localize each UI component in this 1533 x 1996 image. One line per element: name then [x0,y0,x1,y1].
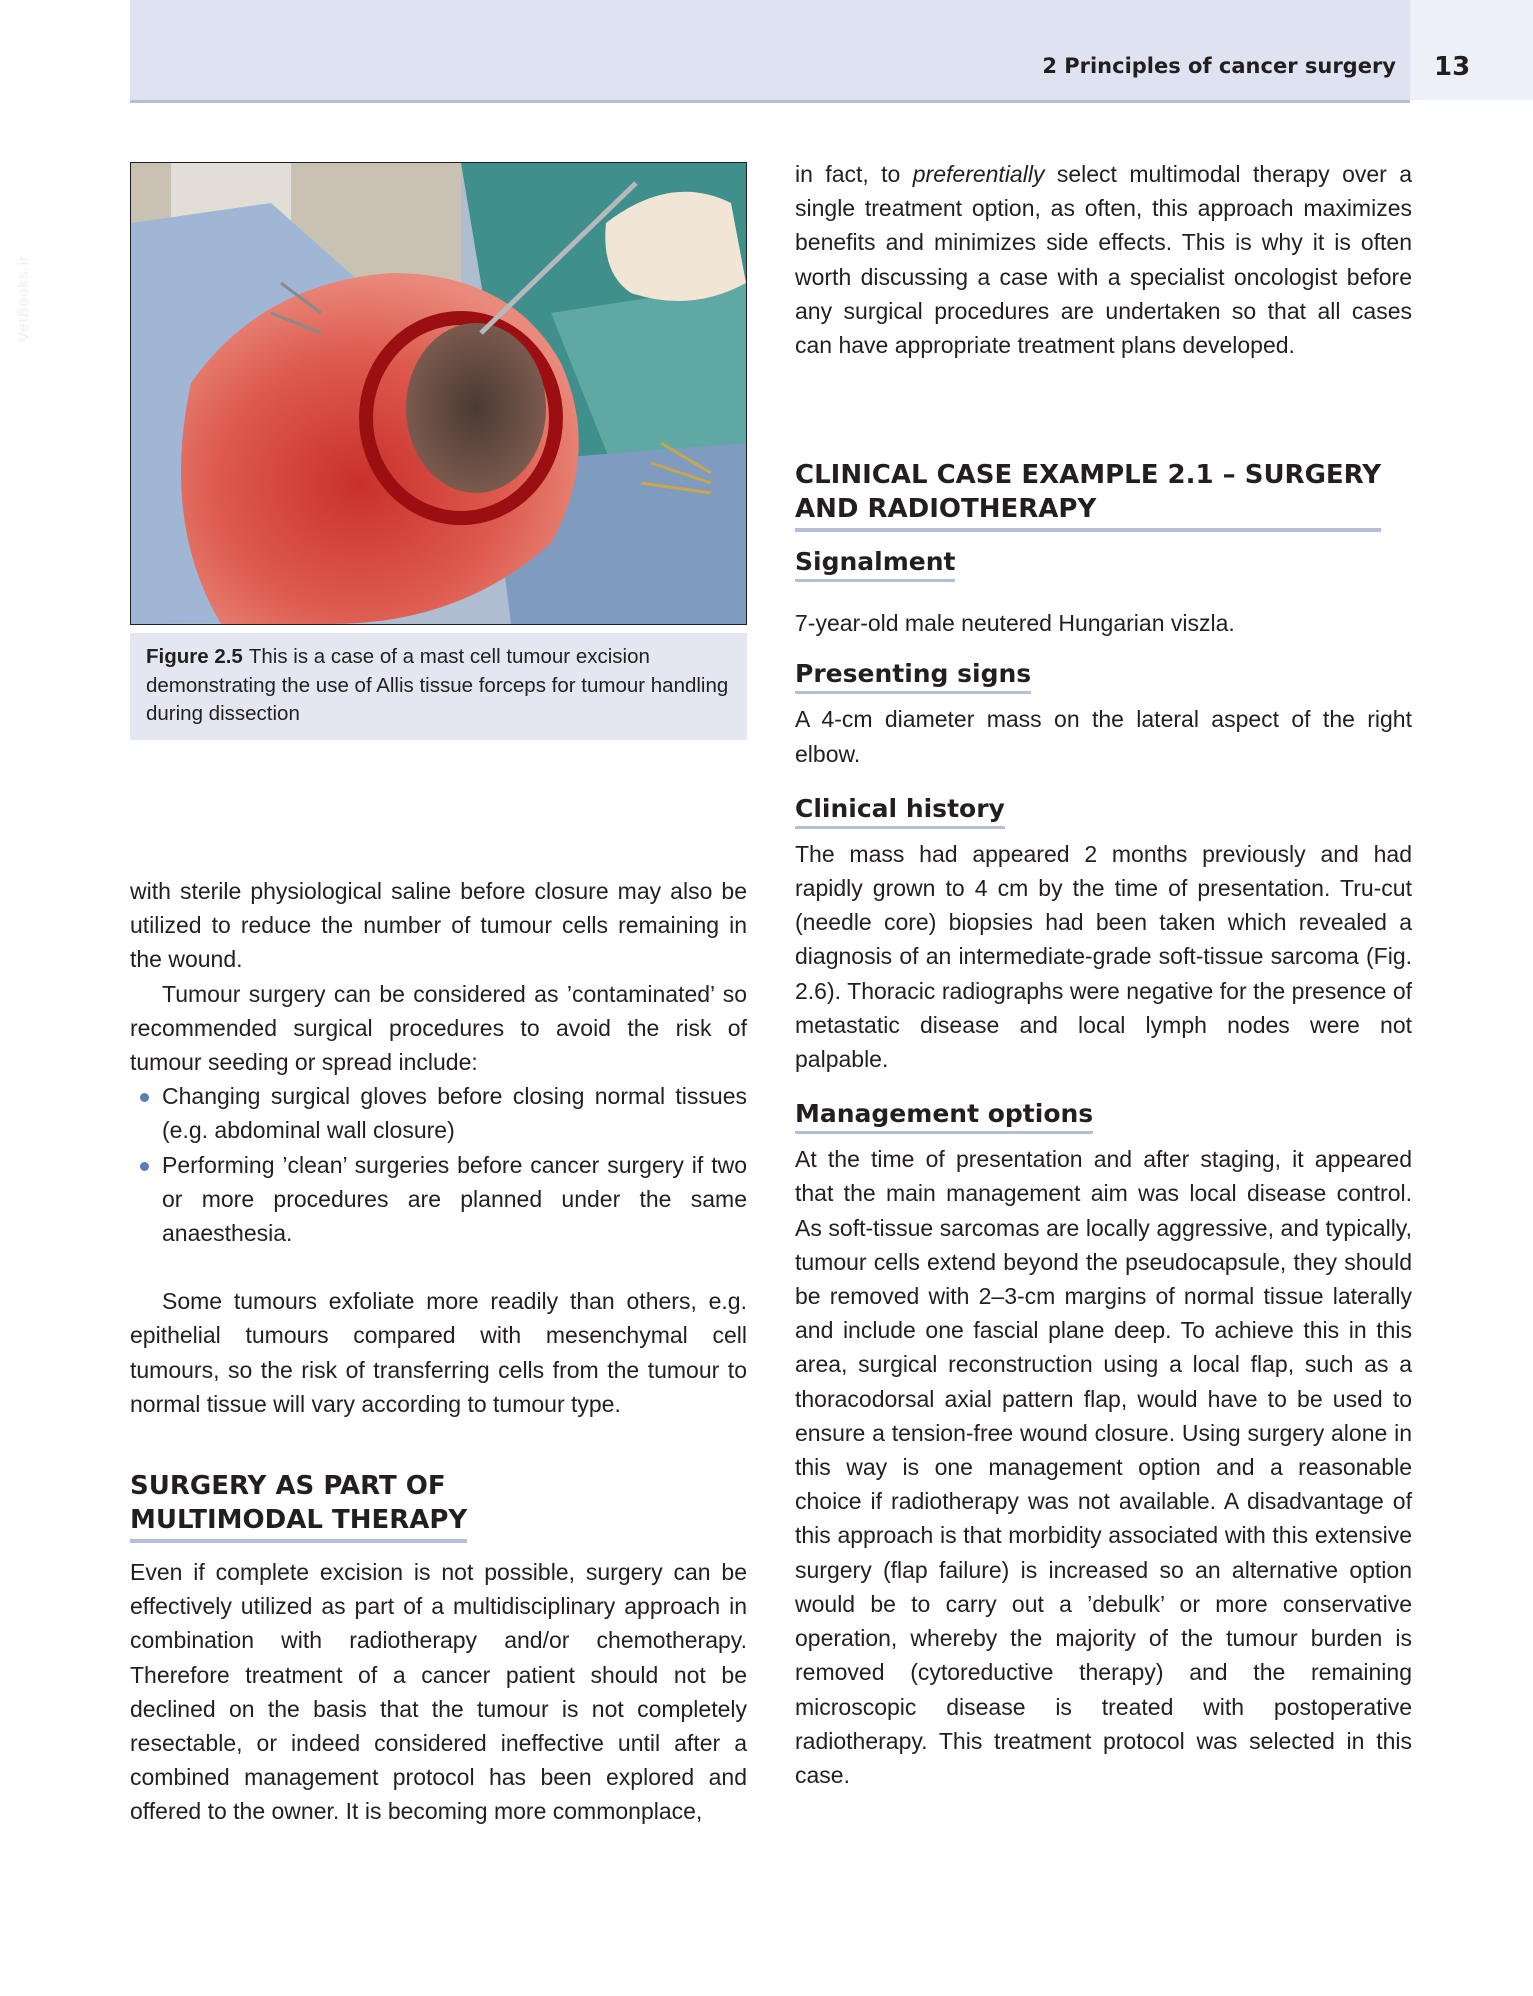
bullet-icon [140,1093,149,1102]
section-heading-line: SURGERY AS PART OF [130,1471,446,1502]
signalment-text: 7-year-old male neutered Hungarian viszla. [795,610,1235,637]
management-options-heading: Management options [795,1098,1093,1134]
paragraph: Even if complete excision is not possible, surgery can be effectively utilized as part of a multidisciplinary approach in combination with radiotherapy and/or chemotherapy. Therefore treatment of a cancer patient should not be declined on the basis that the tumour is not completely resectable, or indeed considered ineffective until after a combined management protocol has been explored and offered to the owner. It is becoming more commonplace, [130,1559,747,1825]
clinical-history-text: The mass had appeared 2 months previously and had rapidly grown to 4 cm by the time of presentation. Tru-cut (needle core) biopsies had been taken which revealed a diagnosis of an intermediate-grade soft-tissue sarcoma (Fig. 2.6). Thoracic radiographs were negative for the presence of metastatic disease and local lymph nodes were not palpable. [795,840,1412,1073]
figure-caption [130,633,747,740]
paragraph [795,157,1412,362]
management-options-text: At the time of presentation and after staging, it appeared that the main management aim was local disease control. As soft-tissue sarcomas are locally aggressive, and typically, tumour cells extend beyond the pseudocapsule, they should be removed with 2–3-cm margins of normal tissue laterally and include one fascial plane deep. To achieve this in this area, surgical reconstruction using a local flap, such as a thoracodorsal axial pattern flap, would have to be used to ensure a tension-free wound closure. Using surgery alone in this way is one management option and a reasonable choice if radiotherapy was not available. A disadvantage of this approach is that morbidity associated with this extensive surgery (flap failure) is increased so an alternative option would be to carry out a ’debulk’ or more conservative operation, whereby the majority of the tumour burden is removed (cytoreductive therapy) and the remaining microscopic disease is treated with postoperative radiotherapy. This treatment protocol was selected in this case. [795,1146,1412,1788]
right-column [795,157,1412,1792]
surgical-photo-icon [131,163,746,624]
italic-text: preferentially [912,161,1045,187]
case-heading [795,458,1381,532]
case-heading-line: AND RADIOTHERAPY [795,494,1097,525]
bullet-list [130,1079,747,1250]
list-item-text: Performing ’clean’ surgeries before cancer surgery if two or more procedures are planned under the same anaesthesia. [162,1151,747,1247]
text-run: in fact, to [795,161,913,187]
running-head: 2 Principles of cancer surgery [1042,54,1396,78]
list-item [130,1148,747,1251]
figure-caption-text: This is a case of a mast cell tumour excision demonstrating the use of Allis tissue forceps for tumour handling during dissection [146,645,729,725]
watermark: VetBooks.ir [14,255,32,342]
paragraph: with sterile physiological saline before closure may also be utilized to reduce the number of tumour cells remaining in the wound. [130,878,747,973]
case-heading-line: CLINICAL CASE EXAMPLE 2.1 – SURGERY [795,460,1382,491]
page-number-box [1410,0,1533,100]
presenting-signs-text: A 4-cm diameter mass on the lateral aspect of the right elbow. [795,706,1412,767]
section-heading [130,1469,467,1543]
figure-label: Figure 2.5 [146,645,243,668]
presenting-signs-heading: Presenting signs [795,658,1031,694]
list-item-text: Changing surgical gloves before closing normal tissues (e.g. abdominal wall closure) [162,1083,747,1144]
clinical-history-heading: Clinical history [795,793,1005,829]
text-run: select multimodal therapy over a single treatment option, as often, this approach maximizes benefits and minimizes side effects. This is why it is often worth discussing a case with a specialist oncologist before any surgical procedures are undertaken so that all cases can have appropriate treatment plans developed. [795,161,1412,359]
signalment-heading: Signalment [795,546,955,582]
paragraph: Tumour surgery can be considered as ’contaminated’ so recommended surgical procedures to avoid the risk of tumour seeding or spread include: [130,980,747,1076]
bullet-icon [140,1162,149,1171]
page-number: 13 [1434,52,1471,82]
paragraph: Some tumours exfoliate more readily than others, e.g. epithelial tumours compared with mesenchymal cell tumours, so the risk of transferring cells from the tumour to normal tissue will vary according to tumour type. [130,1288,747,1417]
section-heading-line: MULTIMODAL THERAPY [130,1505,468,1536]
list-item [130,1079,747,1147]
left-column [130,874,747,1829]
running-header-band [130,0,1410,103]
figure-photo [130,162,747,625]
